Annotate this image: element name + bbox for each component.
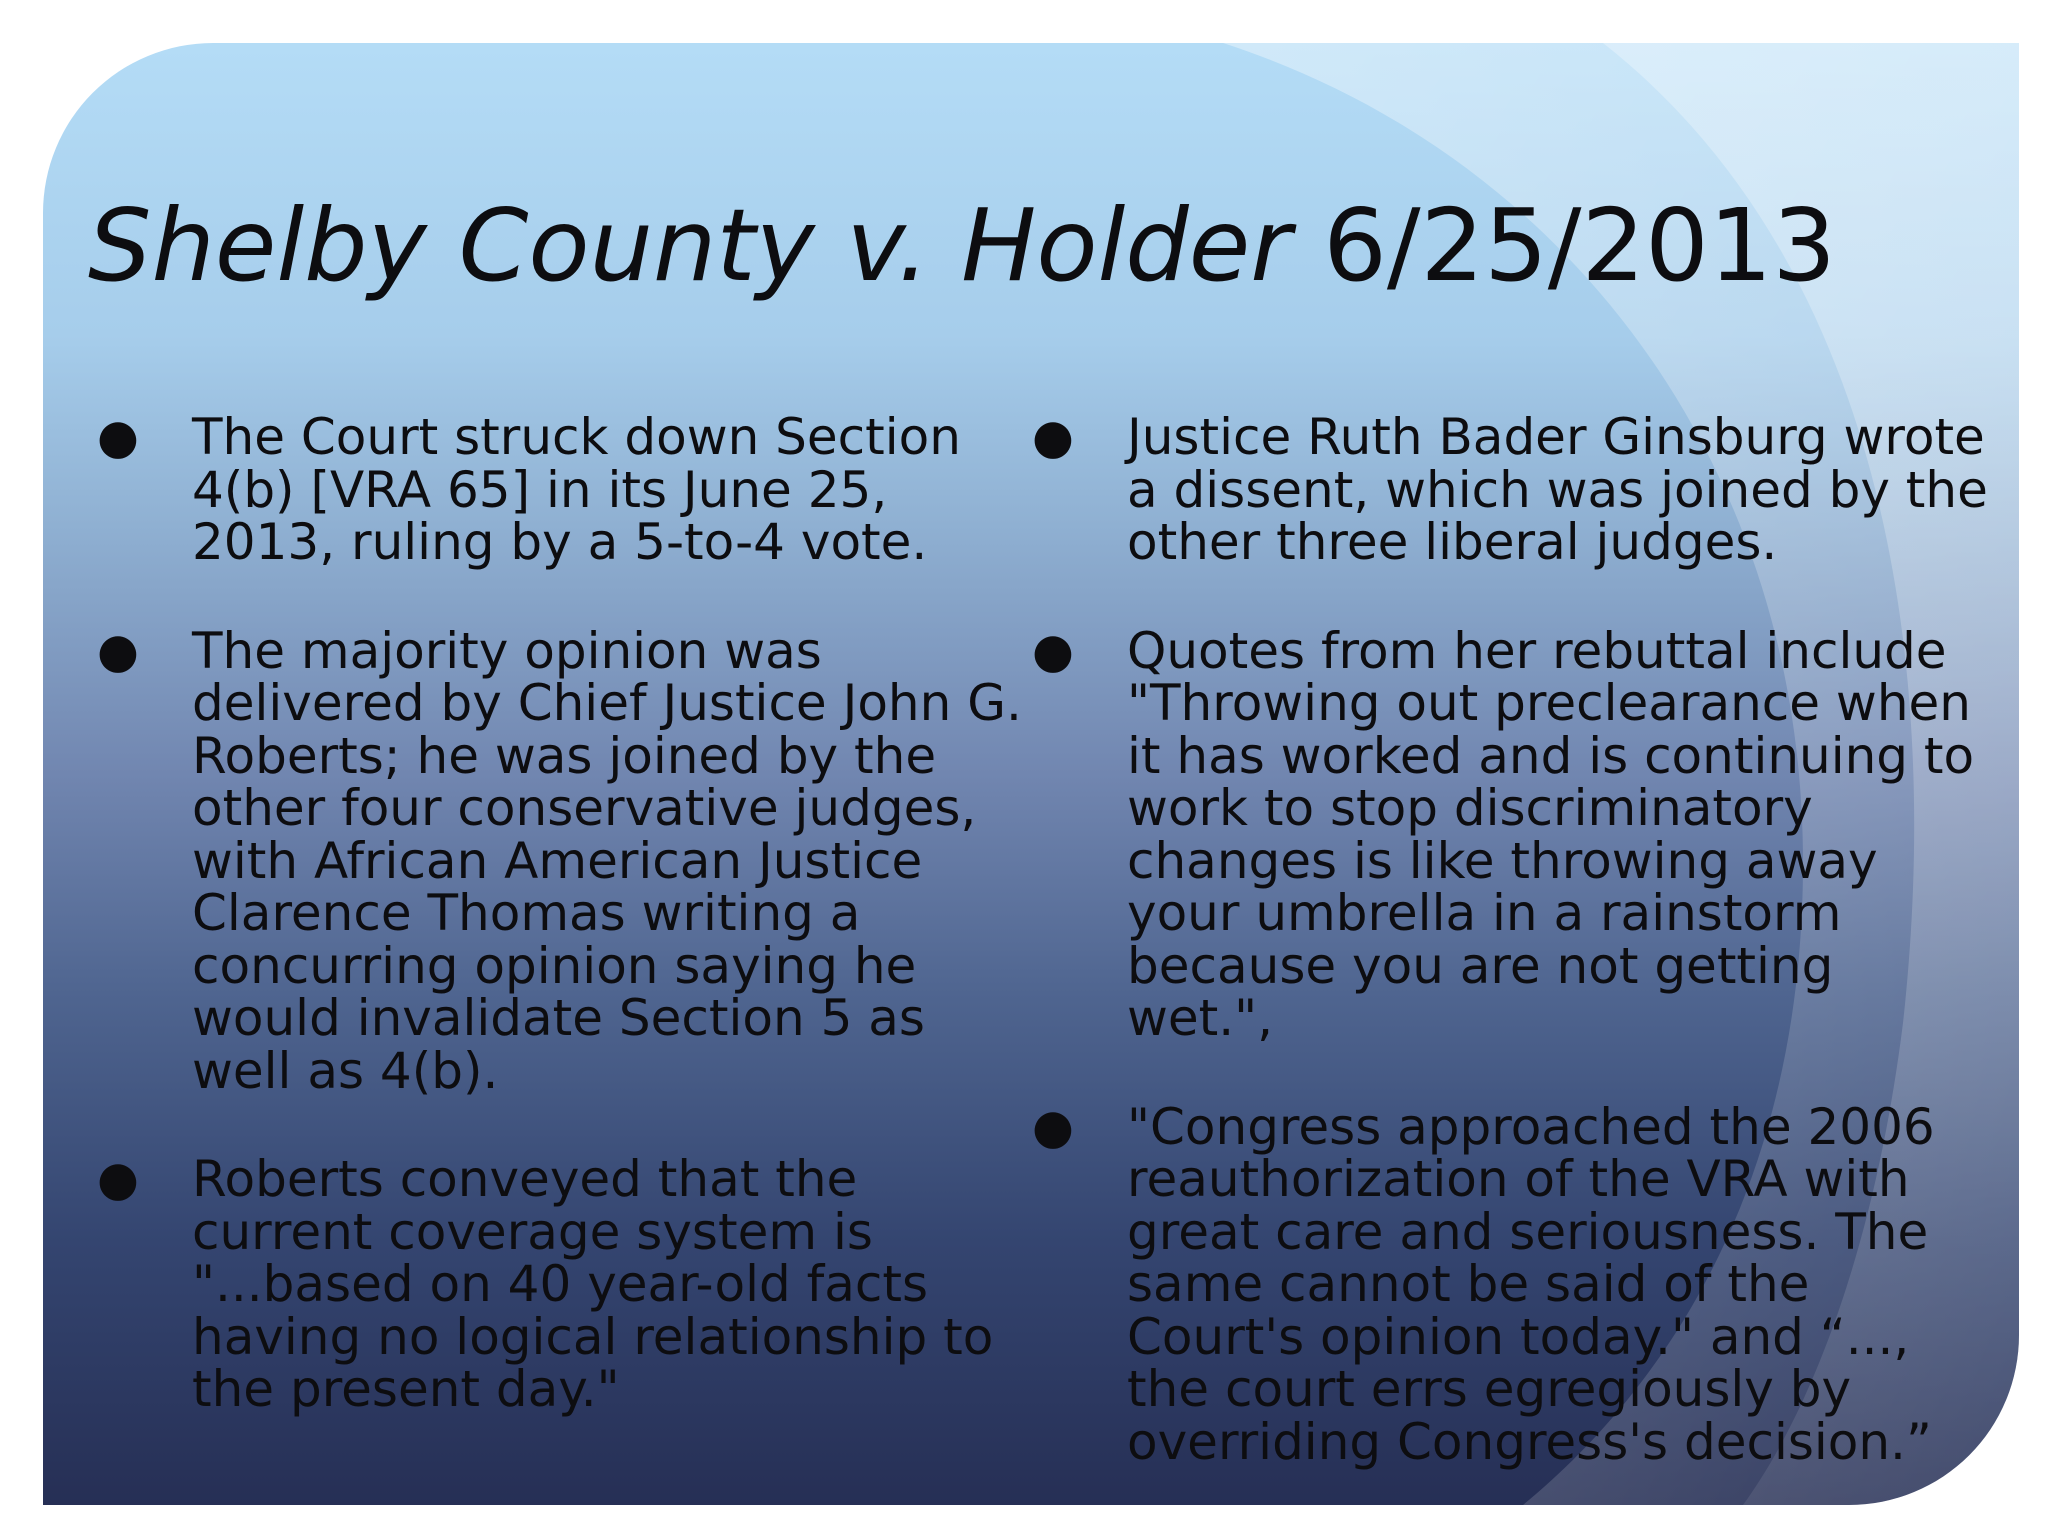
case-name: Shelby County v. Holder xyxy=(88,187,1292,304)
right-bullet-list xyxy=(1023,408,1993,1505)
bullet-dot-icon: ● xyxy=(1032,1098,1074,1155)
bullet-item xyxy=(88,621,1028,1100)
bullet-text: "Congress approached the 2006 reauthorization of the VRA with great care and seriousness. The same cannot be said of the Court's opinion today." and “..., the court errs egregiously by overriding Congress's decision.” xyxy=(1127,1097,1935,1471)
bullet-text: Roberts conveyed that the current coverage system is "...based on 40 year-old facts having no logical relationship to the present day." xyxy=(192,1150,994,1418)
slide-title xyxy=(88,187,1836,304)
bullet-text: Quotes from her rebuttal include "Throwing out preclearance when it has worked and is continuing to work to stop discriminatory changes is like throwing away your umbrella in a rainstorm because you are not getting wet.", xyxy=(1127,621,1975,1047)
slide xyxy=(43,43,2019,1505)
bullet-item xyxy=(1023,621,1993,1047)
bullet-item xyxy=(1023,408,1993,571)
bullet-item xyxy=(1023,1097,1993,1471)
bullet-item xyxy=(88,1150,1028,1418)
bullet-dot-icon: ● xyxy=(97,1151,139,1207)
bullet-text: The majority opinion was delivered by Chief Justice John G. Roberts; he was joined by the other four conservative judges, with African American Justice Clarence Thomas writing a concurring opinion saying he would invalidate Section 5 as well as 4(b). xyxy=(192,621,1022,1100)
bullet-item xyxy=(88,408,1028,571)
bullet-dot-icon: ● xyxy=(1032,622,1074,679)
bullet-dot-icon: ● xyxy=(97,622,139,679)
case-date: 6/25/2013 xyxy=(1323,187,1836,304)
bullet-text: The Court struck down Section 4(b) [VRA 65] in its June 25, 2013, ruling by a 5-to-4 vote. xyxy=(192,408,961,571)
left-bullet-list xyxy=(88,408,1028,1472)
bullet-text: Justice Ruth Bader Ginsburg wrote a dissent, which was joined by the other three liberal judges. xyxy=(1127,408,1988,571)
bullet-dot-icon: ● xyxy=(97,409,139,465)
bullet-dot-icon: ● xyxy=(1032,409,1074,465)
